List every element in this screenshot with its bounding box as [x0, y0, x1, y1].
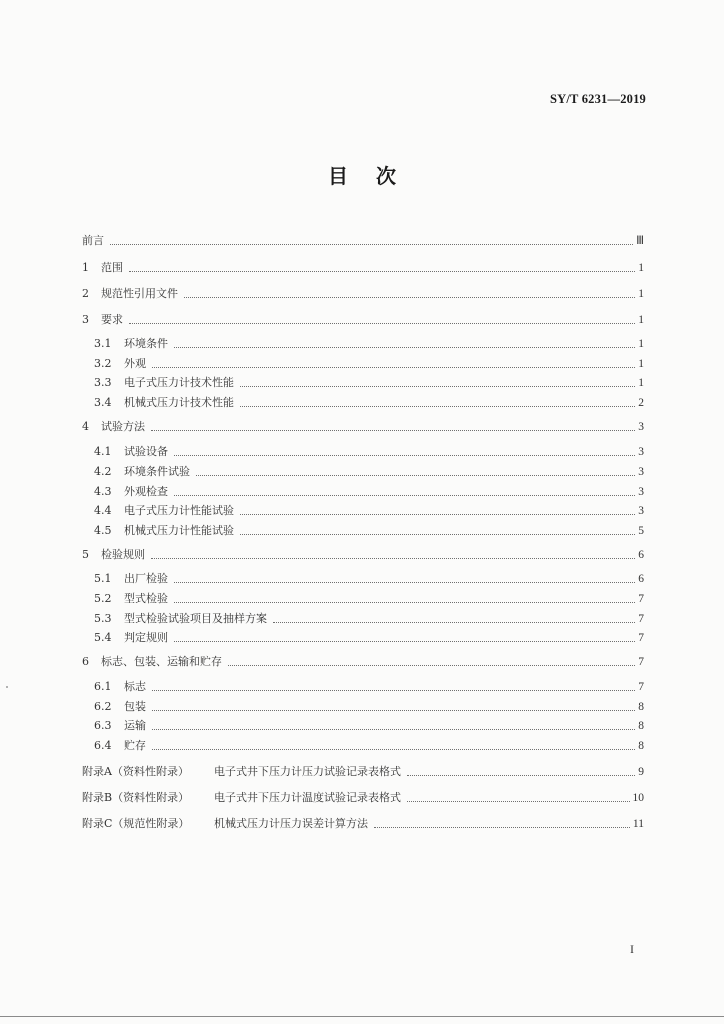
toc-entry: [82, 546, 644, 564]
toc-entry: [94, 443, 644, 461]
toc-entry-number: 5.3: [94, 612, 112, 625]
toc-entry-page: 1: [638, 338, 644, 350]
toc-entry-number: 4.3: [94, 485, 112, 498]
toc-leader-dots: [174, 582, 635, 583]
toc-entry: [94, 355, 644, 373]
toc-leader-dots: [151, 430, 635, 431]
toc-entry-label: 电子式压力计技术性能: [124, 376, 234, 389]
toc-entry-label: 标志: [124, 680, 146, 693]
toc-entry-page: Ⅲ: [636, 235, 644, 247]
toc-entry-label: 规范性引用文件: [101, 287, 178, 300]
toc-entry-label: 要求: [101, 313, 123, 326]
toc-entry: [94, 394, 644, 412]
toc-entry: [82, 653, 644, 671]
toc-entry-number: 2: [82, 287, 89, 300]
toc-leader-dots: [174, 641, 635, 642]
toc-leader-dots: [152, 367, 635, 368]
toc-entry: [94, 698, 644, 716]
toc-entry: [82, 311, 644, 329]
toc-leader-dots: [129, 323, 635, 324]
toc-entry-label: 检验规则: [101, 548, 145, 561]
toc-leader-dots: [240, 514, 635, 515]
toc-entry-label: 机械式压力计技术性能: [124, 396, 234, 409]
toc-entry-label: 外观: [124, 357, 146, 370]
toc-leader-dots: [240, 386, 635, 387]
toc-entry: [82, 763, 644, 781]
toc-leader-dots: [196, 475, 635, 476]
toc-leader-dots: [152, 690, 635, 691]
toc-entry-number: 1: [82, 261, 89, 274]
toc-entry-label: 机械式压力计压力误差计算方法: [214, 817, 368, 830]
toc-leader-dots: [129, 271, 635, 272]
toc-leader-dots: [240, 534, 635, 535]
toc-entry-number: 附录A（资料性附录）: [82, 765, 189, 778]
toc-leader-dots: [407, 801, 630, 802]
toc-entry-number: 4.5: [94, 524, 112, 537]
toc-entry-number: 4.4: [94, 504, 112, 517]
toc-entry-page: 7: [638, 681, 644, 693]
toc-leader-dots: [174, 495, 635, 496]
toc-entry: [94, 717, 644, 735]
toc-entry-number: 6: [82, 655, 89, 668]
toc-leader-dots: [110, 244, 633, 245]
toc-entry: [82, 815, 644, 833]
toc-entry-number: 3.4: [94, 396, 112, 409]
toc-entry-number: 附录B（资料性附录）: [82, 791, 190, 804]
toc-entry-page: 3: [638, 446, 644, 458]
toc-entry-page: 8: [638, 701, 644, 713]
toc-entry-label: 前言: [82, 234, 104, 247]
toc-entry-page: 1: [638, 288, 644, 300]
toc-entry-page: 11: [632, 818, 644, 830]
toc-leader-dots: [240, 406, 635, 407]
toc-entry-number: 附录C（规范性附录）: [82, 817, 190, 830]
toc-entry-number: 5.1: [94, 572, 112, 585]
toc-entry-page: 1: [638, 262, 644, 274]
toc-entry-label: 试验设备: [124, 445, 168, 458]
toc-entry: [94, 335, 644, 353]
toc-entry-label: 环境条件: [124, 337, 168, 350]
toc-entry-label: 运输: [124, 719, 146, 732]
toc-entry-page: 10: [632, 792, 644, 804]
toc-entry-page: 7: [638, 632, 644, 644]
toc-entry: [94, 678, 644, 696]
toc-entry: [94, 374, 644, 392]
toc-entry-page: 1: [638, 377, 644, 389]
toc-entry-page: 3: [638, 505, 644, 517]
toc-entry: [94, 502, 644, 520]
scan-speck: [6, 686, 8, 688]
toc-entry-number: 3.3: [94, 376, 112, 389]
toc-entry-label: 环境条件试验: [124, 465, 190, 478]
toc-leader-dots: [174, 347, 635, 348]
toc-entry-number: 5.4: [94, 631, 112, 644]
toc-entry-number: 5: [82, 548, 89, 561]
toc-entry-page: 7: [638, 593, 644, 605]
toc-leader-dots: [184, 297, 635, 298]
toc-entry-label: 贮存: [124, 739, 146, 752]
toc-entry-page: 6: [638, 573, 644, 585]
toc-leader-dots: [174, 455, 635, 456]
toc-entry-page: 8: [638, 720, 644, 732]
toc-entry: [94, 522, 644, 540]
toc-entry-number: 6.2: [94, 700, 112, 713]
toc-leader-dots: [174, 602, 635, 603]
toc-entry-number: 4.1: [94, 445, 112, 458]
toc-entry-page: 5: [638, 525, 644, 537]
toc-entry-label: 机械式压力计性能试验: [124, 524, 234, 537]
toc-entry-page: 7: [638, 613, 644, 625]
toc-entry: [94, 737, 644, 755]
toc-entry-page: 3: [638, 421, 644, 433]
toc-entry-label: 包装: [124, 700, 146, 713]
toc-leader-dots: [273, 622, 635, 623]
toc-entry-number: 3: [82, 313, 89, 326]
toc-entry-page: 1: [638, 314, 644, 326]
toc-entry: [82, 232, 644, 250]
toc-entry: [94, 590, 644, 608]
document-code: SY/T 6231—2019: [550, 92, 646, 106]
toc-entry-page: 9: [638, 766, 644, 778]
toc-leader-dots: [228, 665, 635, 666]
toc-entry: [82, 285, 644, 303]
toc-entry-page: 7: [638, 656, 644, 668]
toc-entry-number: 5.2: [94, 592, 112, 605]
toc-entry-label: 范围: [101, 261, 123, 274]
toc-entry-label: 型式检验试验项目及抽样方案: [124, 612, 267, 625]
toc-entry-number: 4.2: [94, 465, 112, 478]
toc-entry: [82, 259, 644, 277]
toc-entry-label: 电子式井下压力计压力试验记录表格式: [214, 765, 401, 778]
page-bottom-rule: [0, 1016, 724, 1017]
toc-entry-label: 试验方法: [101, 420, 145, 433]
toc-entry-page: 6: [638, 549, 644, 561]
toc-entry: [94, 629, 644, 647]
toc-entry: [94, 463, 644, 481]
toc-leader-dots: [407, 775, 635, 776]
toc-entry-label: 判定规则: [124, 631, 168, 644]
toc-leader-dots: [152, 729, 635, 730]
toc-entry: [94, 610, 644, 628]
toc-entry-label: 电子式压力计性能试验: [124, 504, 234, 517]
toc-entry-label: 标志、包装、运输和贮存: [101, 655, 222, 668]
toc-entry-label: 出厂检验: [124, 572, 168, 585]
page-title: 目次: [328, 164, 424, 188]
toc-entry-label: 型式检验: [124, 592, 168, 605]
toc-leader-dots: [151, 558, 635, 559]
toc-entry-page: 1: [638, 358, 644, 370]
toc-leader-dots: [374, 827, 630, 828]
toc-entry-number: 3.2: [94, 357, 112, 370]
toc-entry-page: 3: [638, 486, 644, 498]
toc-entry: [94, 570, 644, 588]
toc-entry: [82, 418, 644, 436]
toc-entry-number: 6.4: [94, 739, 112, 752]
toc-entry-number: 6.3: [94, 719, 112, 732]
page-number: I: [630, 942, 634, 956]
toc-leader-dots: [152, 710, 635, 711]
toc-entry-page: 2: [638, 397, 644, 409]
toc-entry-number: 4: [82, 420, 89, 433]
toc-entry: [94, 483, 644, 501]
toc-leader-dots: [152, 749, 635, 750]
toc-entry-number: 3.1: [94, 337, 112, 350]
toc-entry-number: 6.1: [94, 680, 112, 693]
toc-entry-label: 电子式井下压力计温度试验记录表格式: [214, 791, 401, 804]
toc-entry-label: 外观检查: [124, 485, 168, 498]
toc-entry-page: 3: [638, 466, 644, 478]
toc-entry: [82, 789, 644, 807]
toc-entry-page: 8: [638, 740, 644, 752]
